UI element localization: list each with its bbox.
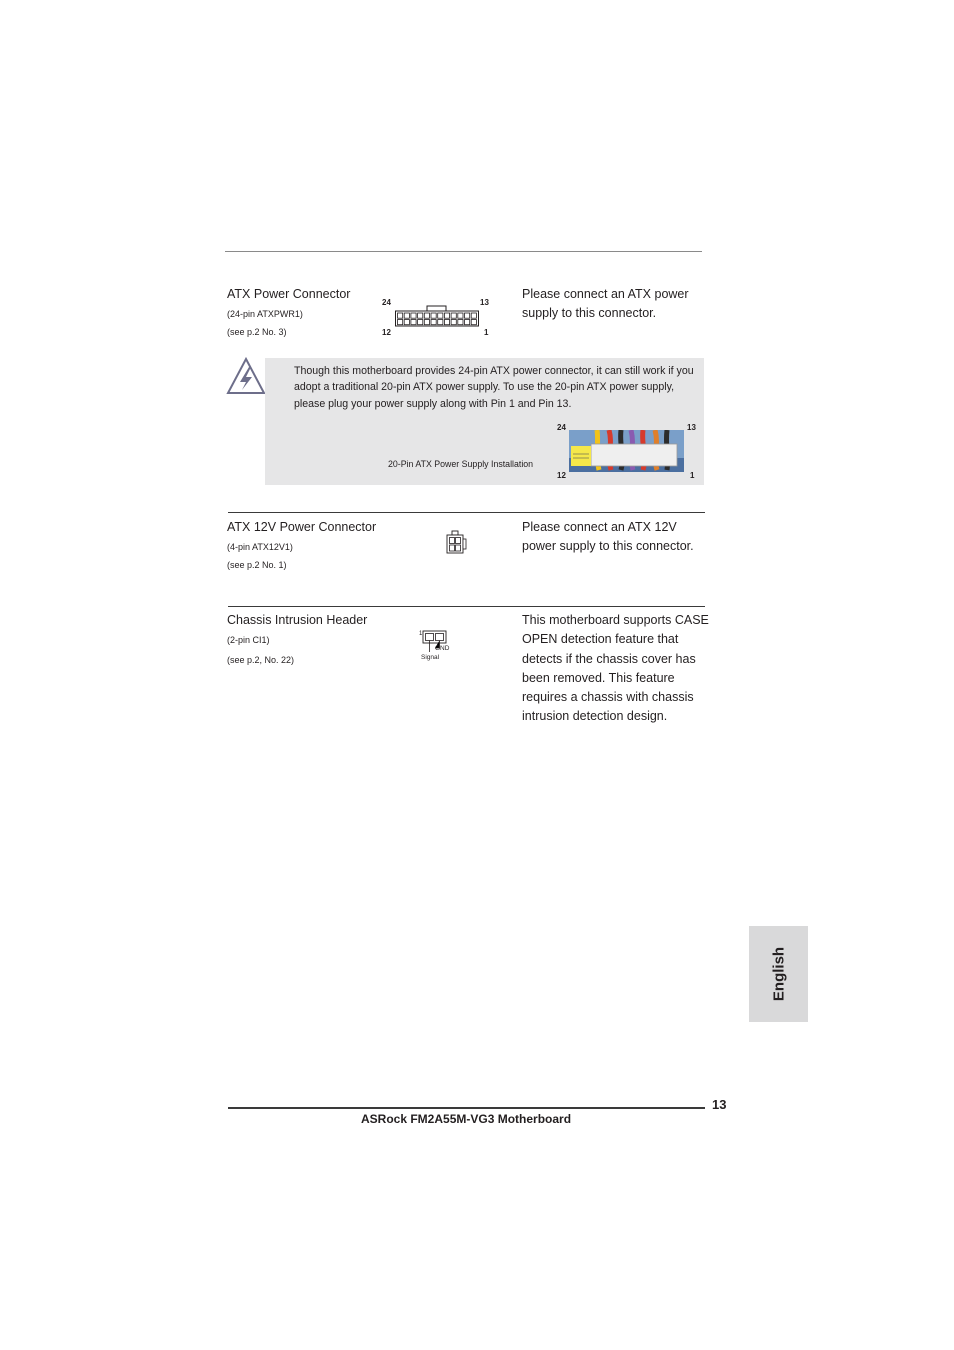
atx-pin-label-13: 13: [480, 298, 489, 307]
note-pin-label-24: 24: [557, 423, 566, 432]
atx-24pin-connector-icon: [394, 305, 480, 328]
note-pin-label-13: 13: [687, 423, 696, 432]
atx-power-pins: (24-pin ATXPWR1): [227, 309, 303, 319]
language-tab-label: English: [770, 946, 787, 1002]
chassis-desc: This motherboard supports CASE OPEN detection feature that detects if the chassis cover has been removed. This feature requires a chassis with chassis intrusion detection design.: [522, 613, 709, 724]
chassis-signal-label: Signal: [421, 654, 440, 661]
page-number: 13: [712, 1097, 727, 1112]
atx-20pin-install-photo: [569, 430, 684, 472]
section-divider-2: [228, 606, 705, 607]
atx-power-ref: (see p.2 No. 3): [227, 327, 287, 337]
chassis-pins: (2-pin CI1): [227, 635, 270, 645]
warning-icon: [226, 357, 266, 395]
chassis-ref: (see p.2, No. 22): [227, 655, 295, 665]
language-tab: [749, 926, 808, 1022]
note-caption: 20-Pin ATX Power Supply Installation: [388, 459, 534, 469]
note-pin-label-1: 1: [690, 471, 695, 480]
atx12v-ref: (see p.2 No. 1): [227, 560, 287, 570]
footer-rule: [228, 1107, 705, 1109]
atx12v-4pin-connector-icon: [445, 530, 467, 555]
note-text: Though this motherboard provides 24-pin ATX power connector, it can still work if you adopt a traditional 20-pin ATX power supply. To use the 20-pin ATX power supply, please plug your power supply along with Pin 1 and Pin 13.: [294, 365, 694, 410]
chassis-pin1-label: 1: [419, 631, 423, 637]
atx-pin-label-24: 24: [382, 298, 391, 307]
atx12v-title: ATX 12V Power Connector: [227, 520, 377, 534]
atx-pin-label-12: 12: [382, 328, 391, 337]
top-divider: [225, 251, 702, 252]
atx12v-pins: (4-pin ATX12V1): [227, 542, 293, 552]
atx-pin-label-1: 1: [484, 328, 489, 337]
section-divider-1: [228, 512, 705, 513]
footer-title: ASRock FM2A55M-VG3 Motherboard: [361, 1112, 572, 1126]
atx-power-desc: Please connect an ATX power supply to this connector.: [522, 287, 689, 321]
atx12v-desc: Please connect an ATX 12V power supply to this connector.: [522, 520, 694, 554]
chassis-title: Chassis Intrusion Header: [227, 613, 368, 627]
atx-power-title: ATX Power Connector: [227, 287, 351, 301]
chassis-gnd-label: GND: [435, 645, 450, 652]
note-pin-label-12: 12: [557, 471, 566, 480]
